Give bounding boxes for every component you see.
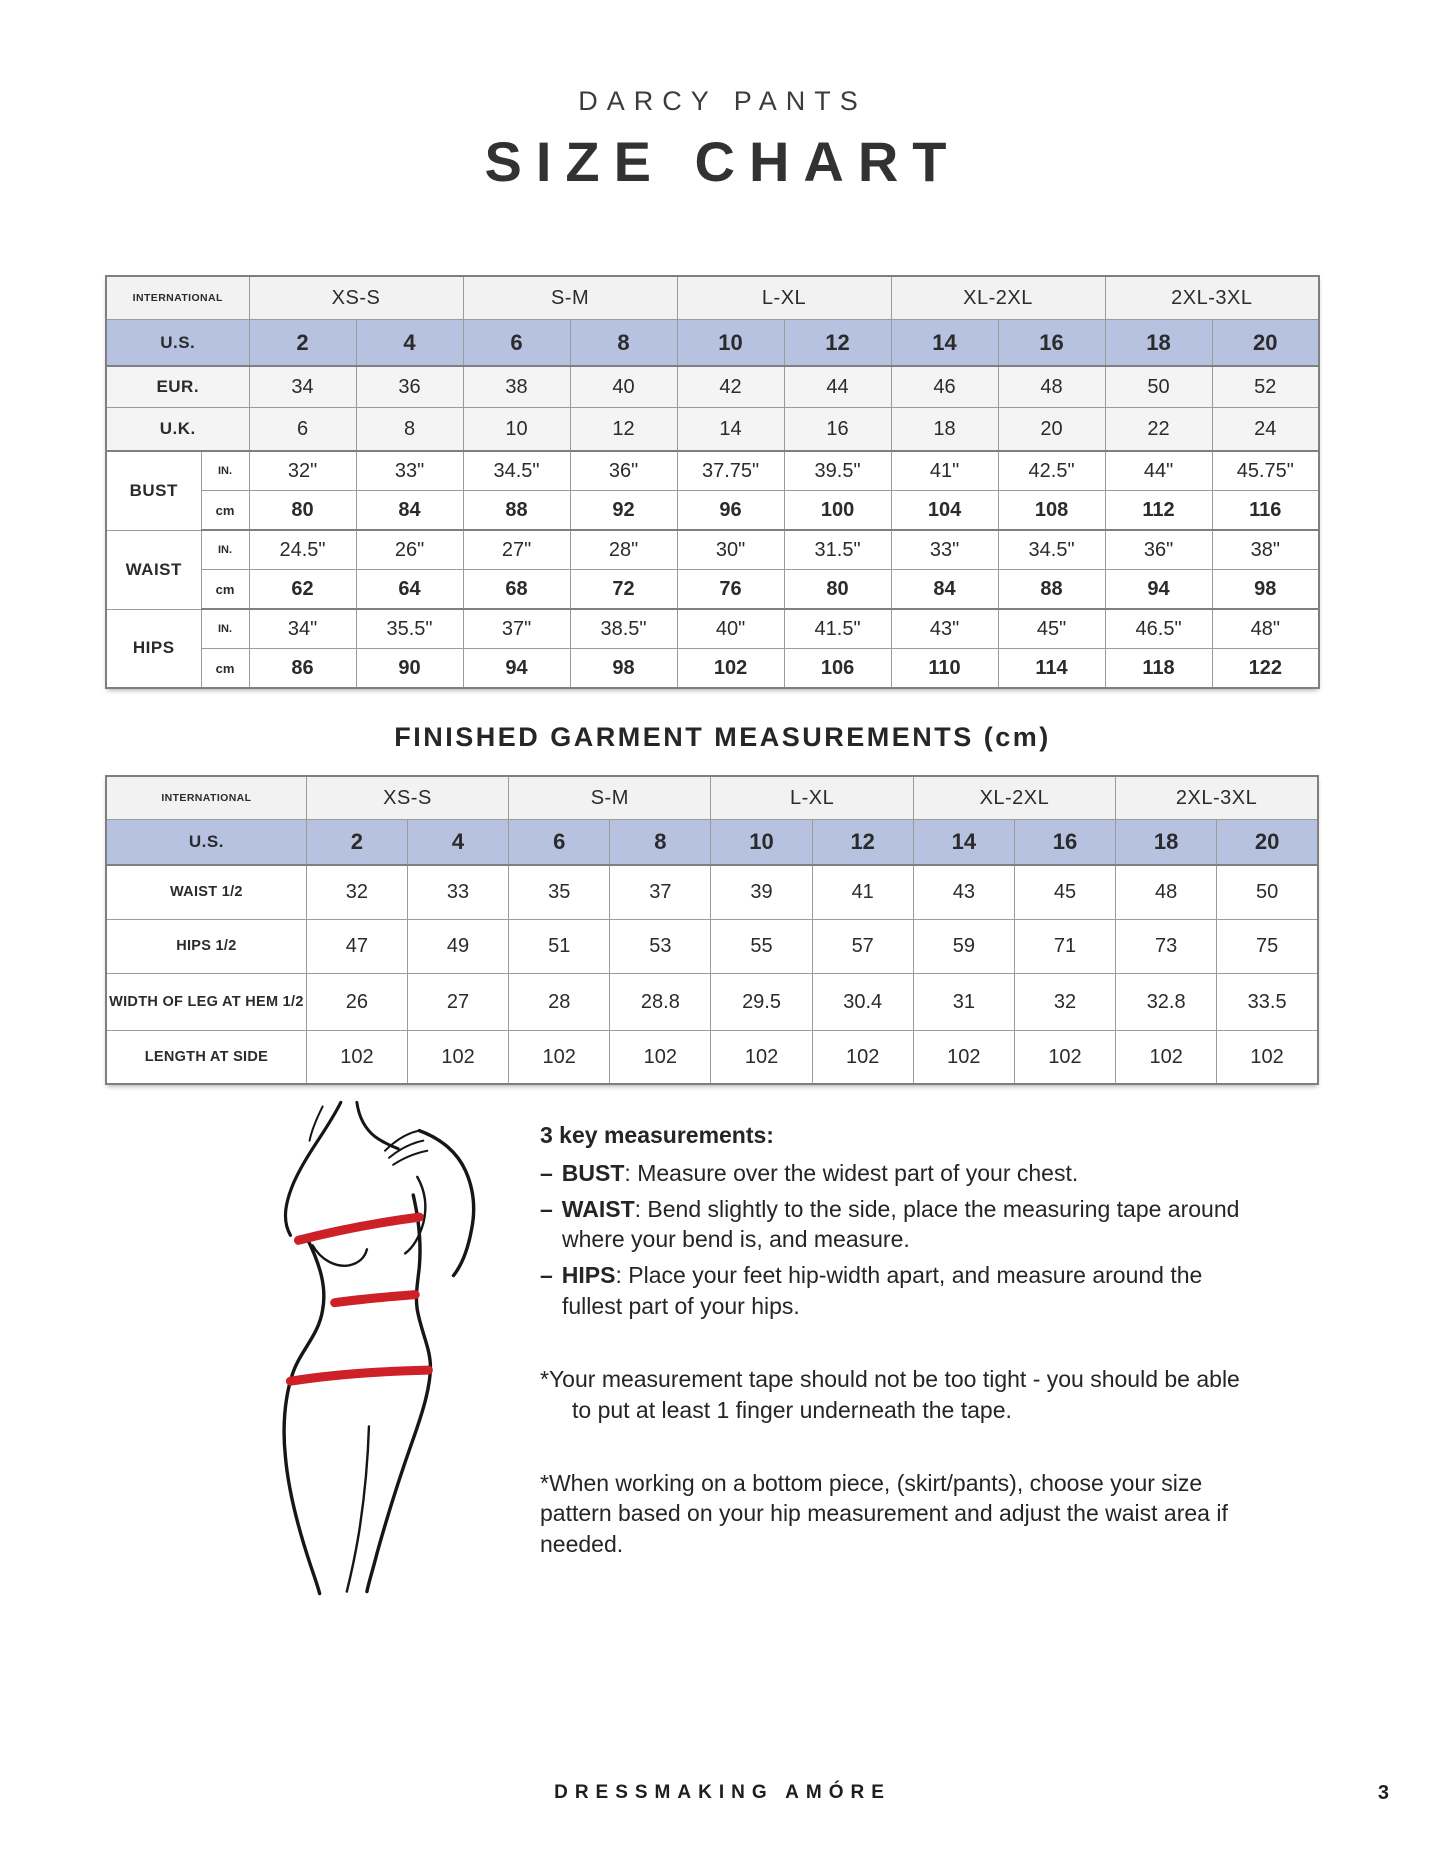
figure-hand-finger-3 (393, 1151, 427, 1165)
value-cell: 14 (677, 408, 784, 452)
size-chart-table (105, 275, 1320, 689)
value-cell: 48" (1212, 609, 1319, 649)
value-cell: 18 (1105, 320, 1212, 367)
value-cell: 100 (784, 491, 891, 531)
group-header-cell: XL-2XL (891, 276, 1105, 320)
value-cell: 80 (249, 491, 356, 531)
figure-bust-curve (313, 1245, 367, 1265)
row-label: U.K. (106, 408, 249, 452)
value-cell: 32 (1014, 974, 1115, 1031)
group-header-cell: 2XL-3XL (1105, 276, 1319, 320)
table-row (106, 609, 1319, 649)
value-cell: 45.75" (1212, 451, 1319, 491)
row-label: INTERNATIONAL (106, 776, 306, 820)
value-cell: 41.5" (784, 609, 891, 649)
value-cell: 102 (812, 1031, 913, 1085)
value-cell: 84 (356, 491, 463, 531)
group-header-cell: 2XL-3XL (1116, 776, 1318, 820)
value-cell: 24.5" (249, 530, 356, 570)
value-cell: 59 (913, 920, 1014, 974)
value-cell: 6 (509, 820, 610, 866)
value-cell: 36 (356, 366, 463, 408)
unit-label: IN. (201, 451, 249, 491)
value-cell: 4 (356, 320, 463, 367)
measurement-text: : Measure over the widest part of your chest. (624, 1159, 1079, 1186)
value-cell: 44 (784, 366, 891, 408)
value-cell: 98 (570, 649, 677, 689)
value-cell: 14 (891, 320, 998, 367)
table-row (106, 491, 1319, 531)
value-cell: 108 (998, 491, 1105, 531)
value-cell: 20 (1217, 820, 1318, 866)
value-cell: 46.5" (1105, 609, 1212, 649)
group-header-cell: L-XL (711, 776, 913, 820)
table-row (106, 865, 1318, 920)
group-header-cell: XL-2XL (913, 776, 1115, 820)
value-cell: 76 (677, 570, 784, 610)
value-cell: 88 (463, 491, 570, 531)
dash-bullet: – (540, 1195, 553, 1222)
value-cell: 102 (711, 1031, 812, 1085)
unit-label: cm (201, 570, 249, 610)
value-cell: 40" (677, 609, 784, 649)
value-cell: 26" (356, 530, 463, 570)
value-cell: 8 (610, 820, 711, 866)
value-cell: 41" (891, 451, 998, 491)
row-label: HIPS (106, 609, 201, 688)
value-cell: 12 (570, 408, 677, 452)
table-row (106, 320, 1319, 367)
value-cell: 45 (1014, 865, 1115, 920)
value-cell: 94 (463, 649, 570, 689)
value-cell: 10 (463, 408, 570, 452)
figure-outer-arm (419, 1131, 473, 1276)
dash-bullet: – (540, 1262, 553, 1289)
list-item (540, 1158, 1252, 1189)
value-cell: 16 (1014, 820, 1115, 866)
table-row (106, 649, 1319, 689)
value-cell: 73 (1116, 920, 1217, 974)
unit-label: IN. (201, 609, 249, 649)
table-row (106, 820, 1318, 866)
page-subtitle: DARCY PANTS (578, 86, 867, 116)
value-cell: 16 (998, 320, 1105, 367)
footer-brand: DRESSMAKING AMÓRE (554, 1782, 891, 1803)
value-cell: 55 (711, 920, 812, 974)
value-cell: 102 (677, 649, 784, 689)
value-cell: 40 (570, 366, 677, 408)
value-cell: 24 (1212, 408, 1319, 452)
value-cell: 18 (1116, 820, 1217, 866)
value-cell: 8 (356, 408, 463, 452)
value-cell: 33" (891, 530, 998, 570)
note-bottom-piece: *When working on a bottom piece, (skirt/pants), choose your size pattern based on your hip measurement and adjust the waist area if needed. (540, 1469, 1228, 1558)
row-label: HIPS 1/2 (106, 920, 306, 974)
value-cell: 30.4 (812, 974, 913, 1031)
value-cell: 42 (677, 366, 784, 408)
dash-bullet: – (540, 1159, 553, 1186)
value-cell: 88 (998, 570, 1105, 610)
value-cell: 62 (249, 570, 356, 610)
value-cell: 75 (1217, 920, 1318, 974)
value-cell: 35 (509, 865, 610, 920)
measurement-figure-illustration (222, 1088, 534, 1612)
value-cell: 118 (1105, 649, 1212, 689)
table-row (106, 920, 1318, 974)
waist-band (335, 1295, 416, 1303)
measurement-term: HIPS (561, 1262, 616, 1289)
row-label: U.S. (106, 820, 306, 866)
measurement-term: BUST (561, 1159, 625, 1186)
value-cell: 10 (677, 320, 784, 367)
finished-garment-title: FINISHED GARMENT MEASUREMENTS (cm) (394, 722, 1051, 752)
value-cell: 102 (306, 1031, 407, 1085)
value-cell: 34.5" (998, 530, 1105, 570)
row-label: LENGTH AT SIDE (106, 1031, 306, 1085)
value-cell: 49 (407, 920, 508, 974)
value-cell: 34.5" (463, 451, 570, 491)
value-cell: 35.5" (356, 609, 463, 649)
unit-label: cm (201, 649, 249, 689)
value-cell: 43 (913, 865, 1014, 920)
value-cell: 27 (407, 974, 508, 1031)
finished-garment-table (105, 775, 1319, 1085)
row-label: WAIST 1/2 (106, 865, 306, 920)
value-cell: 32" (249, 451, 356, 491)
value-cell: 6 (249, 408, 356, 452)
value-cell: 31.5" (784, 530, 891, 570)
value-cell: 37" (463, 609, 570, 649)
value-cell: 92 (570, 491, 677, 531)
unit-label: IN. (201, 530, 249, 570)
unit-label: cm (201, 491, 249, 531)
value-cell: 57 (812, 920, 913, 974)
value-cell: 12 (784, 320, 891, 367)
note-tape-tightness: *Your measurement tape should not be too tight - you should be able to put at least 1 finger underneath the tape. (540, 1365, 1240, 1423)
group-header-cell: XS-S (249, 276, 463, 320)
value-cell: 34 (249, 366, 356, 408)
value-cell: 4 (407, 820, 508, 866)
value-cell: 2 (249, 320, 356, 367)
group-header-cell: XS-S (306, 776, 508, 820)
value-cell: 8 (570, 320, 677, 367)
value-cell: 36" (1105, 530, 1212, 570)
value-cell: 43" (891, 609, 998, 649)
figure-back-line (285, 1102, 340, 1235)
value-cell: 20 (1212, 320, 1319, 367)
value-cell: 64 (356, 570, 463, 610)
value-cell: 86 (249, 649, 356, 689)
value-cell: 37 (610, 865, 711, 920)
table-row (106, 974, 1318, 1031)
figure-svg (222, 1088, 534, 1612)
value-cell: 102 (913, 1031, 1014, 1085)
bust-band (298, 1217, 419, 1240)
value-cell: 28.8 (610, 974, 711, 1031)
value-cell: 114 (998, 649, 1105, 689)
value-cell: 102 (1116, 1031, 1217, 1085)
value-cell: 71 (1014, 920, 1115, 974)
value-cell: 46 (891, 366, 998, 408)
row-label: INTERNATIONAL (106, 276, 249, 320)
table-row (106, 776, 1318, 820)
value-cell: 102 (610, 1031, 711, 1085)
value-cell: 68 (463, 570, 570, 610)
measurement-instructions (540, 1120, 1252, 1560)
row-label: EUR. (106, 366, 249, 408)
page-title: SIZE CHART (484, 130, 961, 193)
value-cell: 27" (463, 530, 570, 570)
value-cell: 37.75" (677, 451, 784, 491)
value-cell: 32.8 (1116, 974, 1217, 1031)
value-cell: 20 (998, 408, 1105, 452)
value-cell: 104 (891, 491, 998, 531)
row-label: WAIST (106, 530, 201, 609)
value-cell: 102 (1217, 1031, 1318, 1085)
list-item (540, 1260, 1252, 1322)
value-cell: 38.5" (570, 609, 677, 649)
value-cell: 96 (677, 491, 784, 531)
row-label: U.S. (106, 320, 249, 367)
value-cell: 110 (891, 649, 998, 689)
value-cell: 41 (812, 865, 913, 920)
figure-neck-shoulder (357, 1102, 398, 1148)
value-cell: 122 (1212, 649, 1319, 689)
value-cell: 106 (784, 649, 891, 689)
value-cell: 42.5" (998, 451, 1105, 491)
instructions-heading: 3 key measurements: (540, 1122, 774, 1148)
value-cell: 50 (1217, 865, 1318, 920)
figure-left-contour (284, 1237, 324, 1593)
group-header-cell: L-XL (677, 276, 891, 320)
row-label: BUST (106, 451, 201, 530)
value-cell: 34" (249, 609, 356, 649)
value-cell: 2 (306, 820, 407, 866)
figure-right-contour (367, 1195, 430, 1592)
value-cell: 47 (306, 920, 407, 974)
value-cell: 102 (1014, 1031, 1115, 1085)
value-cell: 18 (891, 408, 998, 452)
value-cell: 33" (356, 451, 463, 491)
value-cell: 80 (784, 570, 891, 610)
value-cell: 39 (711, 865, 812, 920)
value-cell: 10 (711, 820, 812, 866)
table-row (106, 451, 1319, 491)
value-cell: 32 (306, 865, 407, 920)
table-row (106, 570, 1319, 610)
value-cell: 38" (1212, 530, 1319, 570)
value-cell: 53 (610, 920, 711, 974)
value-cell: 102 (407, 1031, 508, 1085)
value-cell: 38 (463, 366, 570, 408)
value-cell: 98 (1212, 570, 1319, 610)
hips-band (290, 1370, 428, 1381)
title-block (0, 86, 1445, 194)
group-header-cell: S-M (463, 276, 677, 320)
table-row (106, 530, 1319, 570)
table-row (106, 1031, 1318, 1085)
value-cell: 45" (998, 609, 1105, 649)
value-cell: 52 (1212, 366, 1319, 408)
value-cell: 50 (1105, 366, 1212, 408)
page-number: 3 (1377, 1782, 1389, 1804)
value-cell: 33 (407, 865, 508, 920)
value-cell: 30" (677, 530, 784, 570)
value-cell: 31 (913, 974, 1014, 1031)
value-cell: 51 (509, 920, 610, 974)
measurement-text: : Place your feet hip-width apart, and measure around the fullest part of your hips. (562, 1262, 1203, 1320)
value-cell: 33.5 (1217, 974, 1318, 1031)
value-cell: 102 (509, 1031, 610, 1085)
value-cell: 48 (1116, 865, 1217, 920)
value-cell: 28" (570, 530, 677, 570)
value-cell: 90 (356, 649, 463, 689)
value-cell: 94 (1105, 570, 1212, 610)
table-row (106, 408, 1319, 452)
value-cell: 28 (509, 974, 610, 1031)
row-label: WIDTH OF LEG AT HEM 1/2 (106, 974, 306, 1031)
measurement-text: : Bend slightly to the side, place the measuring tape around where your bend is, and measure. (562, 1195, 1240, 1253)
value-cell: 112 (1105, 491, 1212, 531)
value-cell: 72 (570, 570, 677, 610)
value-cell: 6 (463, 320, 570, 367)
value-cell: 36" (570, 451, 677, 491)
measurement-term: WAIST (561, 1195, 635, 1222)
figure-inner-leg (347, 1426, 369, 1591)
value-cell: 26 (306, 974, 407, 1031)
value-cell: 22 (1105, 408, 1212, 452)
value-cell: 48 (998, 366, 1105, 408)
value-cell: 39.5" (784, 451, 891, 491)
value-cell: 16 (784, 408, 891, 452)
group-header-cell: S-M (509, 776, 711, 820)
value-cell: 84 (891, 570, 998, 610)
table-row (106, 366, 1319, 408)
value-cell: 12 (812, 820, 913, 866)
table-row (106, 276, 1319, 320)
value-cell: 14 (913, 820, 1014, 866)
value-cell: 29.5 (711, 974, 812, 1031)
value-cell: 116 (1212, 491, 1319, 531)
value-cell: 44" (1105, 451, 1212, 491)
list-item (540, 1194, 1252, 1256)
